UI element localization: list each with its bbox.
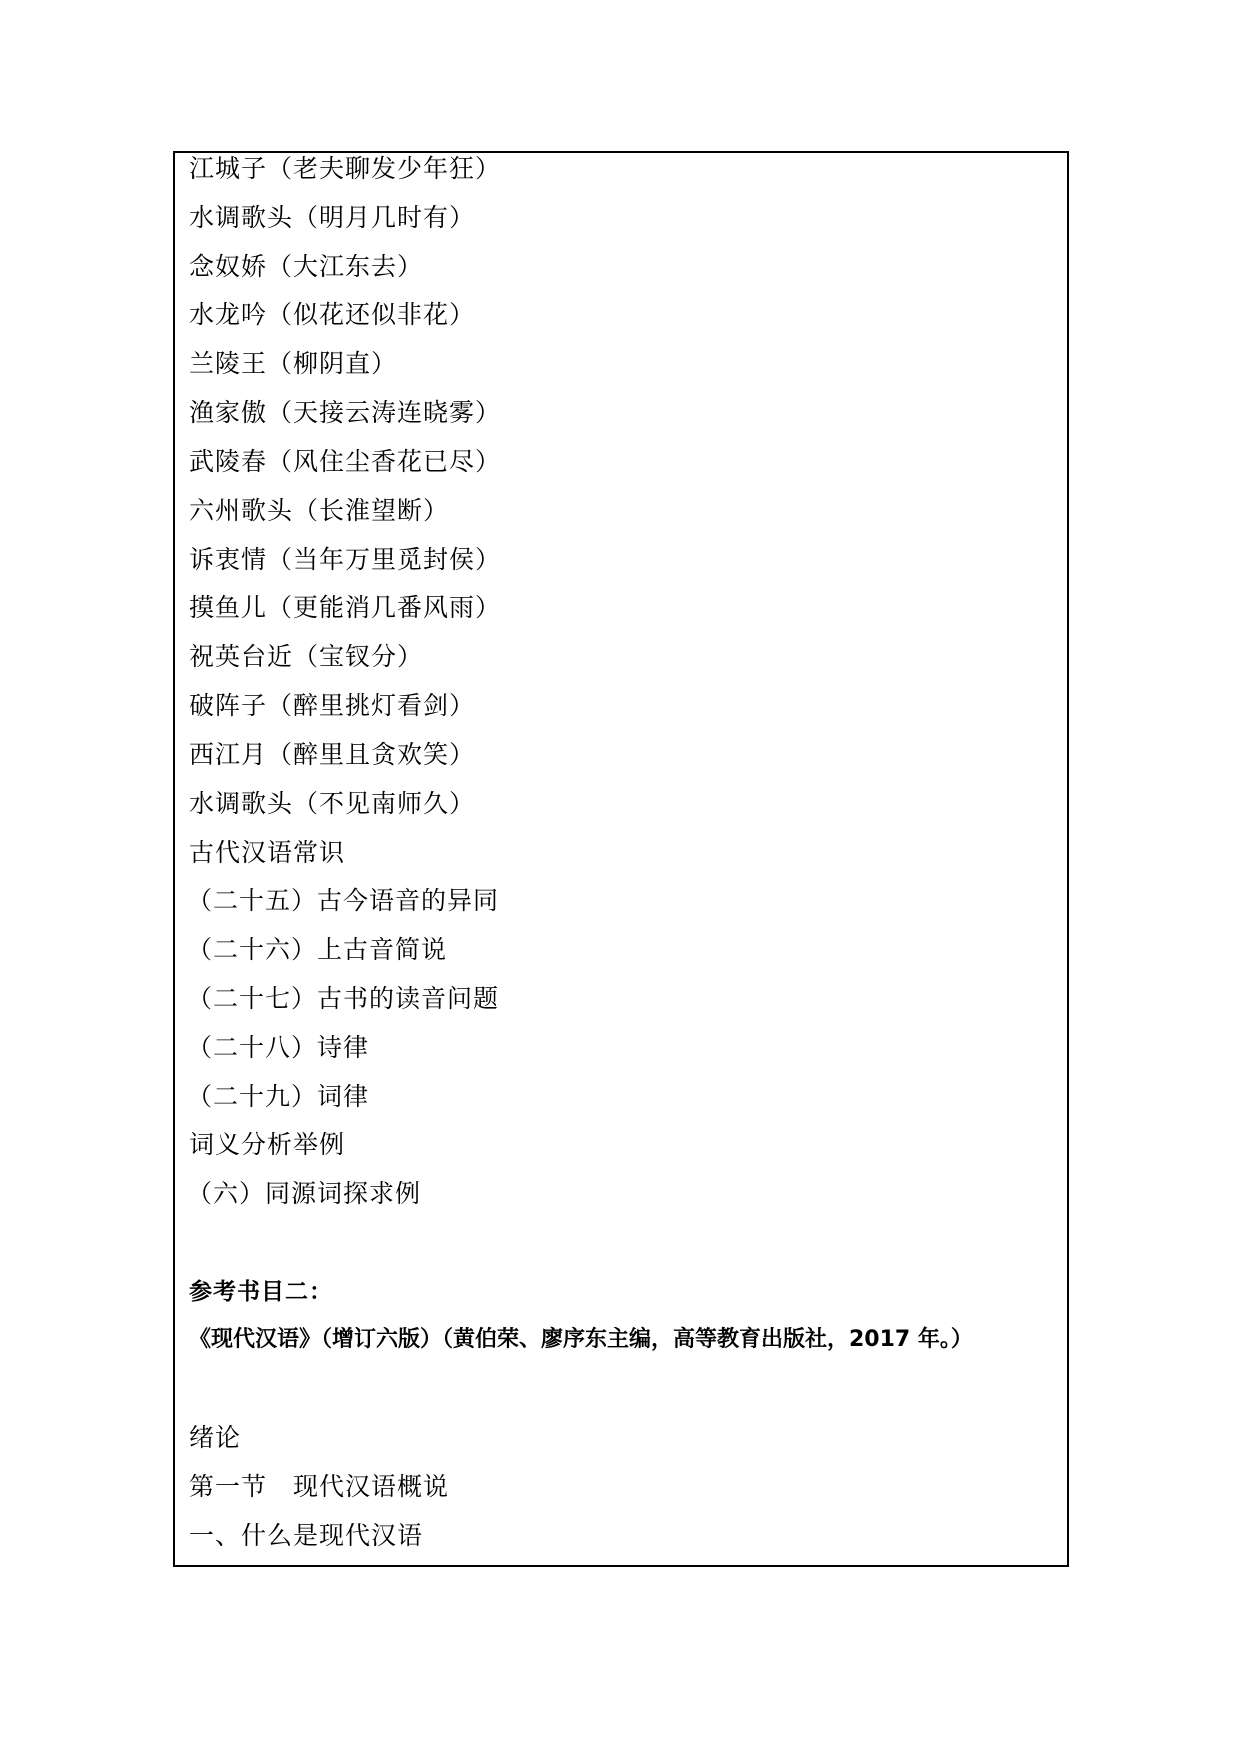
poem-item: 念奴娇（大江东去）	[189, 252, 424, 281]
poem-item: 兰陵王（柳阴直）	[189, 349, 398, 378]
poem-item: 六州歌头（长淮望断）	[189, 496, 450, 525]
common-knowledge-heading: 古代汉语常识	[189, 838, 346, 867]
content-table-cell	[173, 151, 1069, 1567]
reference-heading: 参考书目二：	[189, 1279, 333, 1305]
common-knowledge-item: （二十七）古书的读音问题	[187, 984, 500, 1013]
common-knowledge-item: （二十六）上古音简说	[187, 935, 448, 964]
poem-item: 水调歌头（不见南师久）	[189, 789, 476, 818]
poem-item: 摸鱼儿（更能消几番风雨）	[189, 593, 502, 622]
poem-item: 水调歌头（明月几时有）	[189, 203, 476, 232]
poem-item: 江城子（老夫聊发少年狂）	[189, 154, 502, 183]
poem-item: 诉衷情（当年万里觅封侯）	[189, 545, 502, 574]
common-knowledge-item: （二十九）词律	[187, 1082, 370, 1111]
poem-item: 武陵春（风住尘香花已尽）	[189, 447, 502, 476]
section-heading: 第一节 现代汉语概说	[189, 1472, 450, 1501]
intro-heading: 绪论	[189, 1423, 242, 1452]
subsection-heading: 一、什么是现代汉语	[189, 1521, 424, 1550]
poem-item: 水龙吟（似花还似非花）	[189, 300, 476, 329]
common-knowledge-item: （二十五）古今语音的异同	[187, 886, 500, 915]
common-knowledge-item: （二十八）诗律	[187, 1033, 370, 1062]
poem-item: 西江月（醉里且贪欢笑）	[189, 740, 476, 769]
poem-item: 祝英台近（宝钗分）	[189, 642, 424, 671]
poem-item: 渔家傲（天接云涛连晓雾）	[189, 398, 502, 427]
word-analysis-item: （六）同源词探求例	[187, 1179, 422, 1208]
reference-book: 《现代汉语》（增订六版）（黄伯荣、廖序东主编，高等教育出版社，2017 年。）	[189, 1327, 973, 1352]
word-analysis-heading: 词义分析举例	[189, 1130, 346, 1159]
poem-item: 破阵子（醉里挑灯看剑）	[189, 691, 476, 720]
